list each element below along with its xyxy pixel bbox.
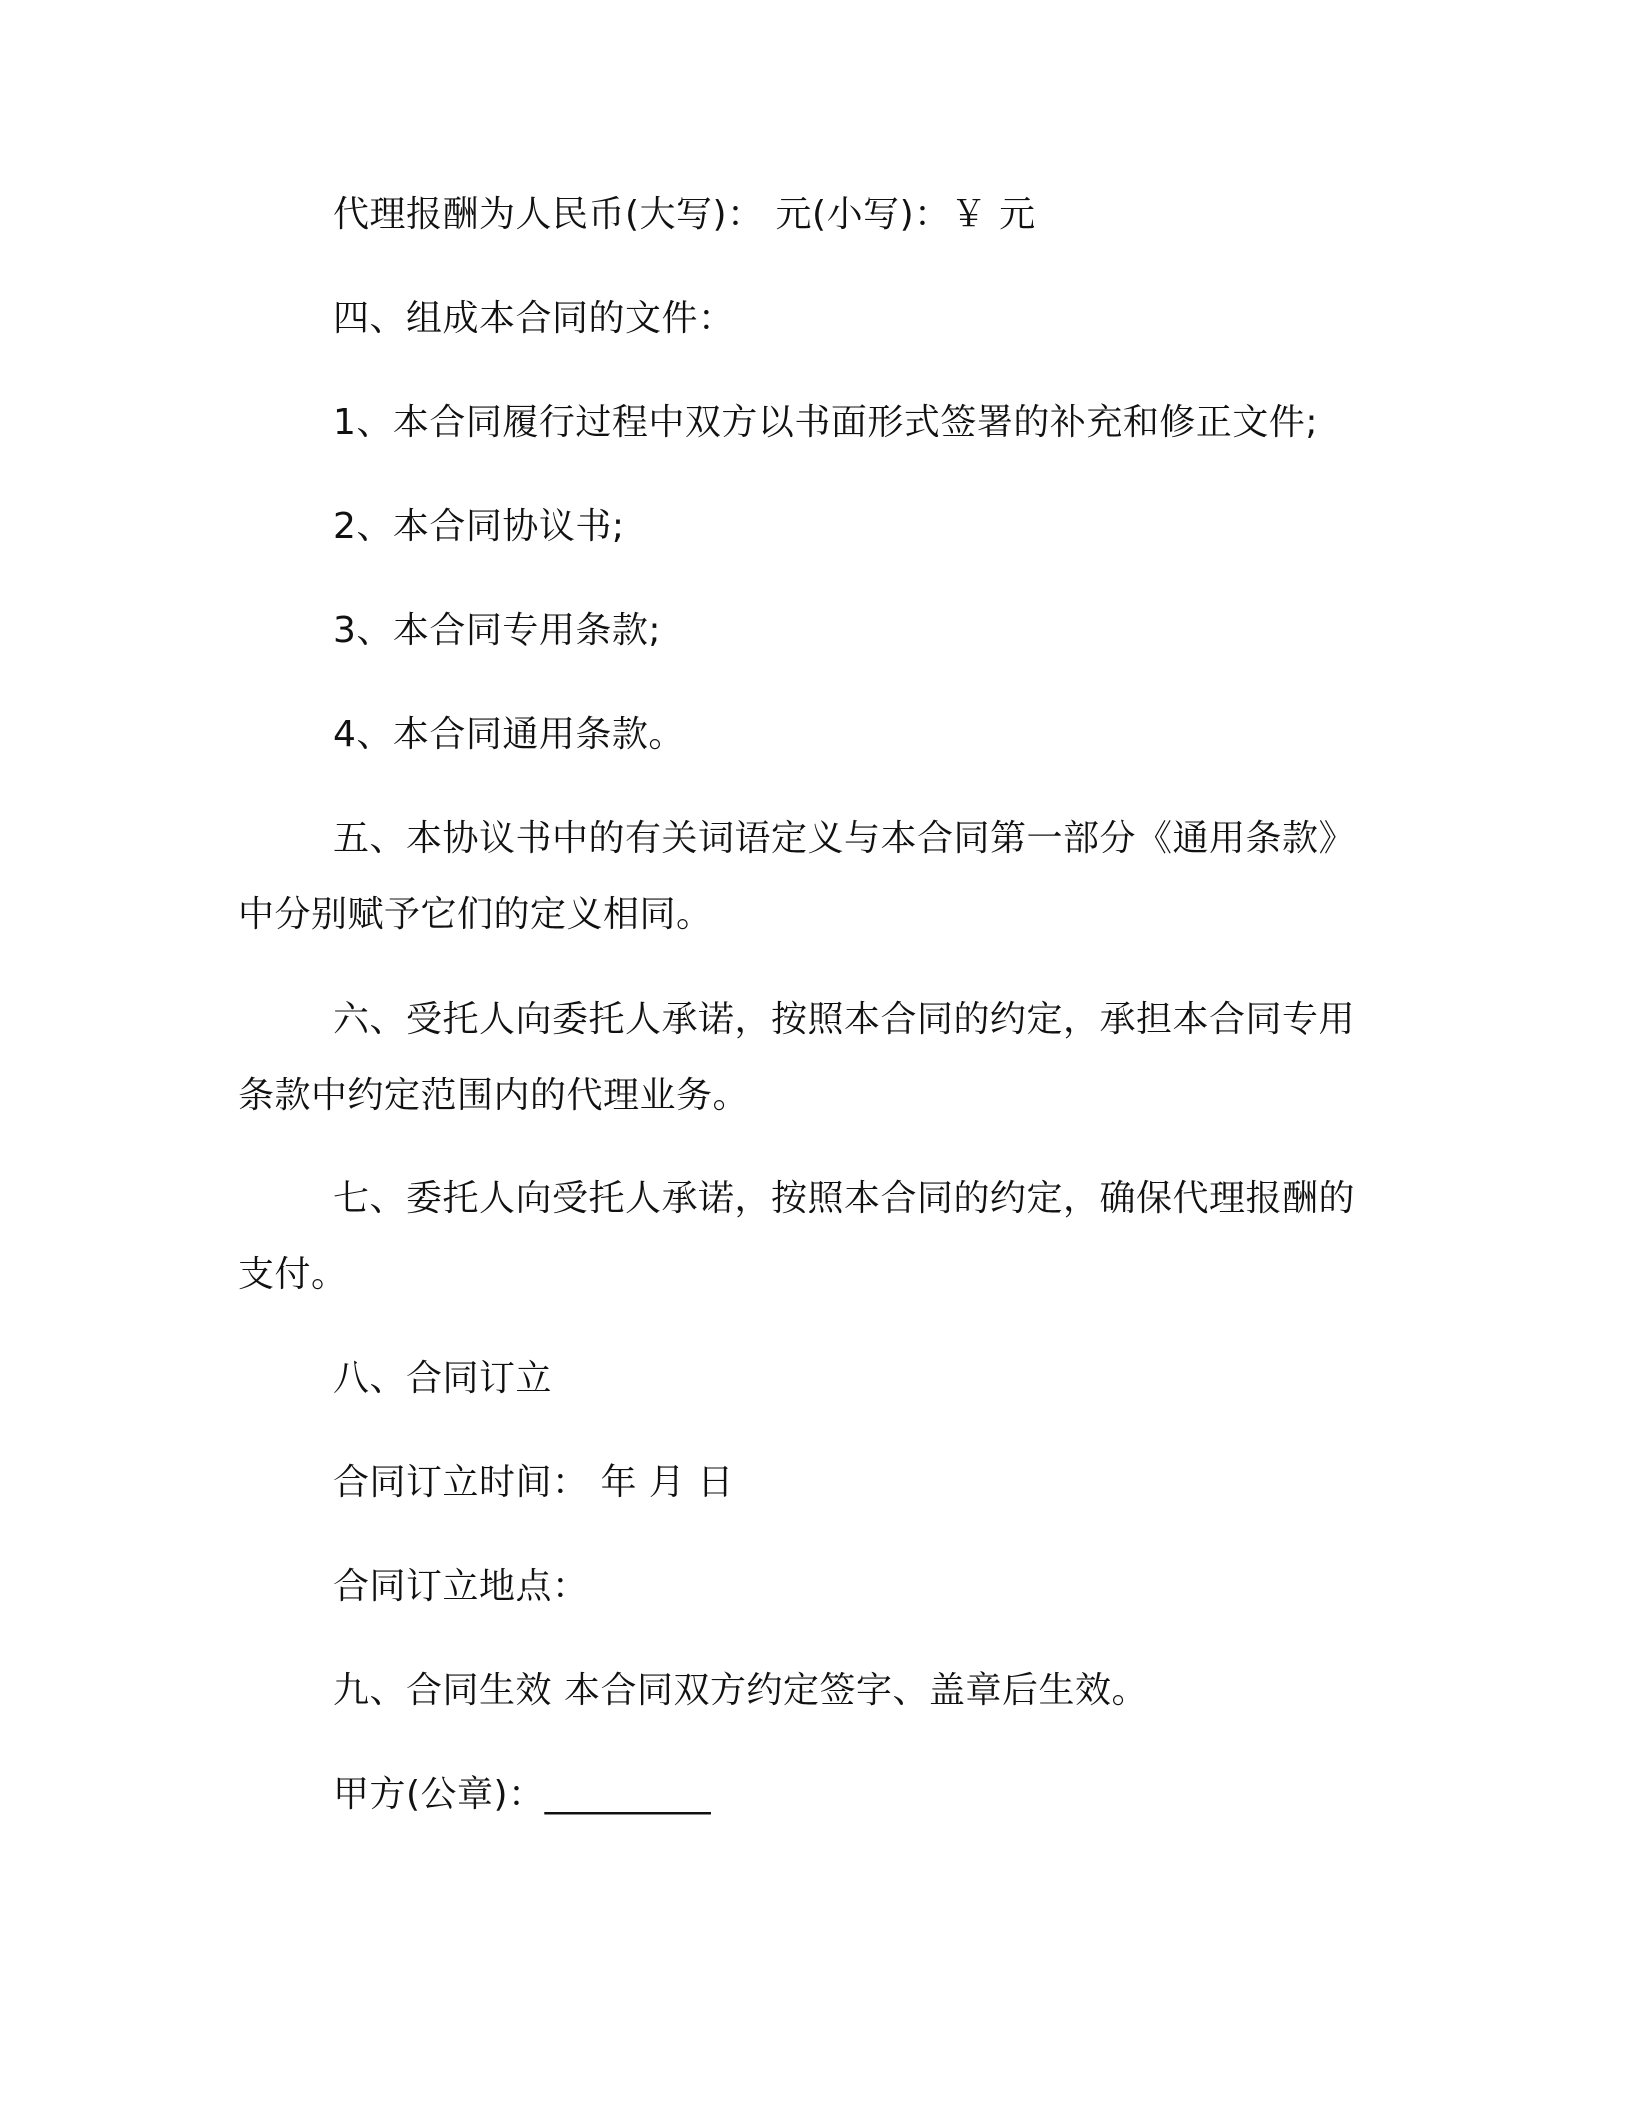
section-8-heading: 八、合同订立 — [333, 1358, 553, 1399]
document-item-4: 4、本合同通用条款。 — [333, 714, 685, 755]
section-6-line-1: 六、受托人向委托人承诺，按照本合同的约定，承担本合同专用 — [333, 999, 1356, 1040]
section-9-effectiveness: 九、合同生效 本合同双方约定签字、盖章后生效。 — [333, 1670, 1148, 1711]
contract-date-line: 合同订立时间： 年 月 日 — [333, 1462, 734, 1503]
section-5-line-2: 中分别赋予它们的定义相同。 — [238, 894, 713, 935]
section-7-line-1: 七、委托人向受托人承诺，按照本合同的约定，确保代理报酬的 — [333, 1178, 1356, 1219]
section-4-heading: 四、组成本合同的文件： — [333, 298, 735, 339]
document-item-1: 1、本合同履行过程中双方以书面形式签署的补充和修正文件; — [333, 402, 1319, 443]
section-7-line-2: 支付。 — [238, 1254, 348, 1295]
contract-place-line: 合同订立地点： — [333, 1566, 589, 1607]
document-item-2: 2、本合同协议书; — [333, 506, 625, 547]
remuneration-amount-line: 代理报酬为人民币(大写)： 元(小写)：￥ 元 — [333, 194, 1036, 235]
section-6-line-2: 条款中约定范围内的代理业务。 — [238, 1075, 750, 1116]
party-a-seal-line: 甲方(公章)：_________ — [333, 1774, 712, 1815]
section-5-line-1: 五、本协议书中的有关词语定义与本合同第一部分《通用条款》 — [333, 818, 1356, 859]
document-item-3: 3、本合同专用条款; — [333, 610, 662, 651]
